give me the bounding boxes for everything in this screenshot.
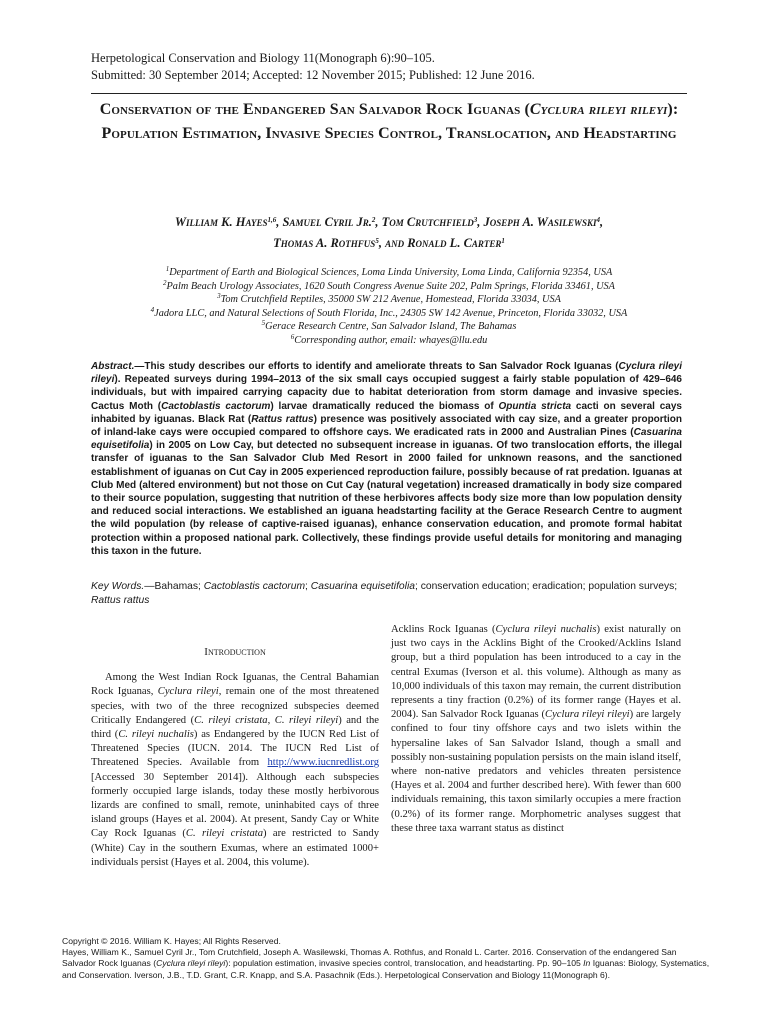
abstract: Abstract.—This study describes our efforts to identify and ameliorate threats to San Salvador Rock Iguanas (Cyclura rileyi rileyi). Repeated surveys during 1994–2013 of the six small cays occupied suggest a fairly stable population of 429–646 individuals, but with impaired carrying capacity due to habitat deterioration from storm damage and invasive species. Cactus Moth (Cactoblastis cactorum) larvae dramatically reduced the biomass of Opuntia stricta cacti on several cays inhabited by iguanas. Black Rat (Rattus rattus) presence was positively associated with cay size, and a greater proportion of inland-lake cays were occupied compared to offshore cays. We eradicated rats in 2000 and Australian Pines (Casuarina equisetifolia) in 2005 on Low Cay, but detected no subsequent increase in iguanas. Of two translocation efforts, the illegal transfer of iguanas to the San Salvador Club Med Resort in 2000 failed for unknown reasons, and the sanctioned establishment of iguanas on Cut Cay in 2005 experienced reproduction failure, possibly because of rat predation. Iguanas at Club Med (altered environment) but not those on Cut Cay (natural vegetation) increased dramatically in body size compared to their source population, suggesting that nutrition of these herbivores affects body size more than low population density and reduced social interactions. We established an iguana headstarting facility at the Gerace Research Centre to augment the wild population (by release of captive-raised iguanas), enhance conservation education, and promote formal habitat protection within a proposed national park. Collectively, these findings provide useful details for monitoring and managing this taxon in the future. (91, 361, 683, 557)
affiliation-line: $^2$Palm Beach Urology Associates, 1620 South Congress Avenue Suite 202, Palm Springs, Florida 33461, USA (163, 278, 615, 292)
citation-line: Hayes, William K., Samuel Cyril Jr., Tom Crutchfield, Joseph A. Wasilewski, Thomas A. Rothfus, and Ronald L. Carter. 2016. Conservation of the endangered San Salvador Rock Iguanas (Cyclura rileyi rileyi): population estimation, invasive species control, translocation, and headstarting. Pp. 90–105 In Iguanas: Biology, Systematics, and Conservation. Iverson, J.B., T.D. Grant, C.R. Knapp, and S.A. Pasachnik (Eds.). Herpetological Conservation and Biology 11(Monograph 6). (62, 947, 710, 980)
article-title: Conservation of the Endangered San Salvador Rock Iguanas (Cyclura rileyi rileyi): Population Estimation, Invasive Species Control, Translocation, and Headstarting (99, 101, 679, 142)
journal-citation-line: Herpetological Conservation and Biology 11(Monograph 6):90–105. (91, 51, 435, 65)
body-left-column (91, 645, 379, 870)
acklins-paragraph: Acklins Rock Iguanas (Cyclura rileyi nuchalis) exist naturally on just two cays in the Acklins Bight of the Crooked/Acklins Island group, but a third population has been introduced to a cay in the central Exumas (Iverson et al. this volume). Although as many as 10,000 individuals of this taxon may remain, the current distribution represents a tiny fraction (0.2%) of its former range (Hayes et al. 2004). San Salvador Rock Iguanas (Cyclura rileyi rileyi) are largely confined to four tiny offshore cays and two islets within the hypersaline lakes of San Salvador Island, though a small and possibly non-sustaining population persists on the main island itself, where non-native predators and vehicles threaten persistence (Hayes et al. 2004 and further described here). With fewer than 600 individuals remaining, this taxon similarly occupies a mere fraction (0.2%) of its former range. Morphometric analyses suggest that these three taxa warrant status as distinct (391, 624, 681, 834)
copyright-line: Copyright © 2016. William K. Hayes; All Rights Reserved. (62, 936, 281, 946)
submission-dates-line: Submitted: 30 September 2014; Accepted: 12 November 2015; Published: 12 June 2016. (91, 68, 535, 82)
affiliation-line: $^4$Jadora LLC, and Natural Selections of South Florida, Inc., 24305 SW 142 Avenue, Princeton, Florida 33032, USA (150, 305, 628, 319)
affiliation-line: $^6$Corresponding author, email: whayes@llu.edu (290, 332, 488, 346)
author-list: William K. Hayes$^{1,6}$, Samuel Cyril Jr.$^2$, Tom Crutchfield$^3$, Joseph A. Wasilewski$^4$, Thomas A. Rothfus$^5$, and Ronald L. Carter$^1$ (174, 215, 604, 250)
affiliations (91, 266, 687, 347)
affiliation-line: $^1$Department of Earth and Biological Sciences, Loma Linda University, Loma Linda, California 92354, USA (165, 265, 613, 278)
key-words: Key Words.—Bahamas; Cactoblastis cactorum; Casuarina equisetifolia; conservation education; eradication; population surveys; Rattus rattus (91, 581, 678, 606)
affiliation-line: $^3$Tom Crutchfield Reptiles, 35000 SW 212 Avenue, Homestead, Florida 33034, USA (217, 292, 561, 305)
iucn-redlist-link[interactable]: http://www.iucnredlist.org (267, 757, 379, 769)
header-rule (91, 93, 687, 94)
section-heading-introduction: Introduction (204, 646, 266, 658)
affiliation-line: $^5$Gerace Research Centre, San Salvador Island, The Bahamas (261, 319, 517, 332)
body-right-column (391, 623, 681, 836)
intro-paragraph: Among the West Indian Rock Iguanas, the Central Bahamian Rock Iguanas, Cyclura rileyi, remain one of the most threatened species, with two of the three recognized subspecies deemed Critically Endangered (C. rileyi cristata, C. rileyi rileyi) and the third (C. rileyi nuchalis) as Endangered by the IUCN Red List of Threatened Species (IUCN. 2014. The IUCN Red List of Threatened Species. Available from http://www.iucnredlist.org [Accessed 30 September 2014]). Although each subspecies formerly occupied large islands, today these mostly herbivorous lizards are confined to small, remote, uninhabited cays of three island groups (Hayes et al. 2004). At present, Sandy Cay or White Cay Rock Iguanas (C. rileyi cristata) are restricted to Sandy (White) Cay in the southern Exumas, where an estimated 1000+ individuals persist (Hayes et al. 2004, this volume). (91, 672, 379, 868)
copyright-footer (62, 936, 712, 981)
